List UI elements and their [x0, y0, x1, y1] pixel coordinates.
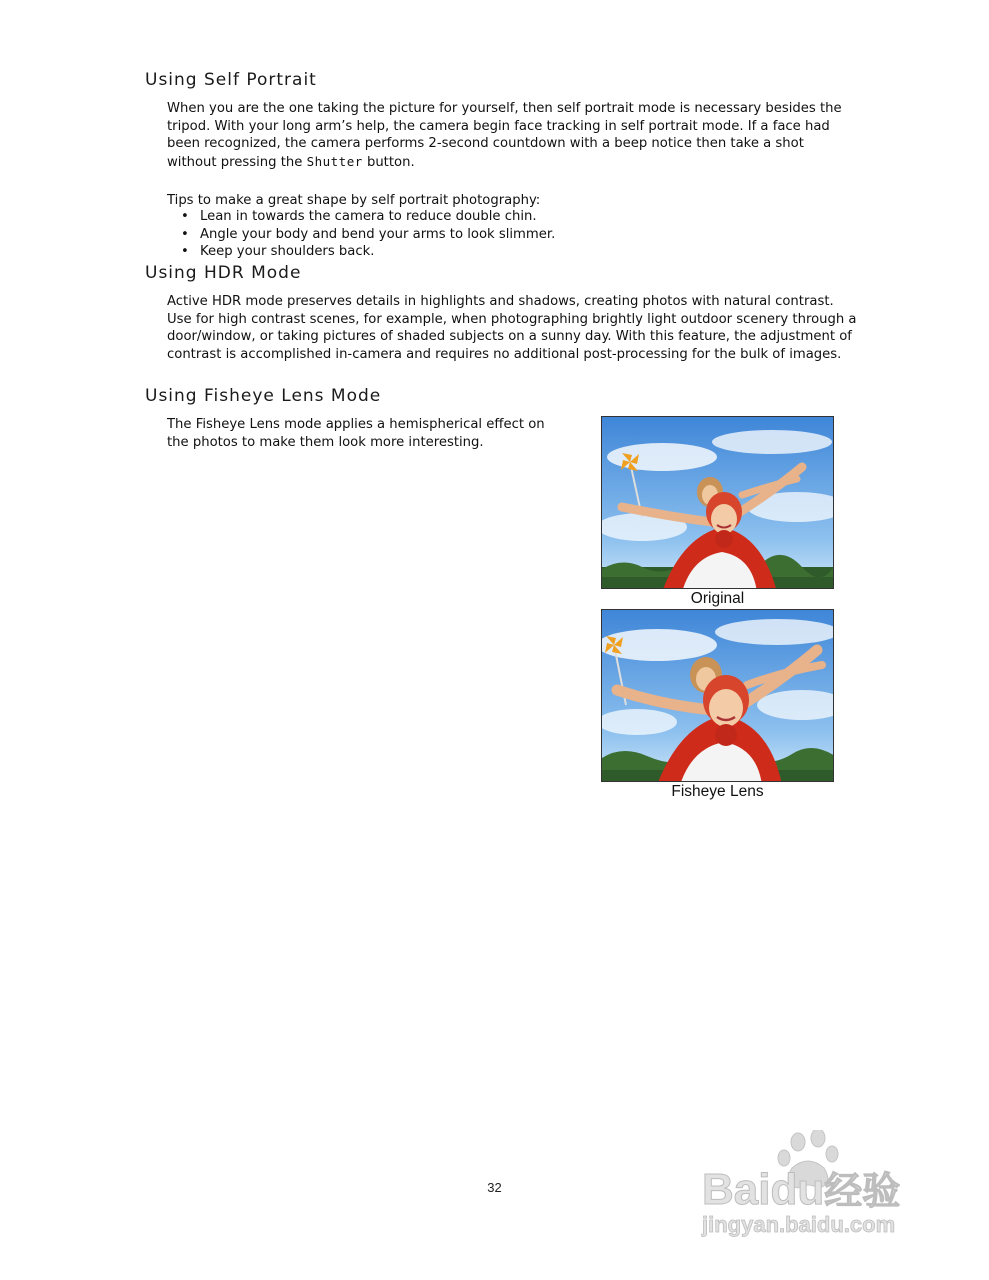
- list-item: [167, 243, 555, 261]
- baidu-watermark: [700, 1130, 940, 1250]
- self-portrait-paragraph: [167, 100, 857, 171]
- watermark-url: jingyan.baidu.com: [702, 1212, 896, 1237]
- fisheye-photo: [601, 609, 834, 782]
- tips-intro: Tips to make a great shape by self portrait photography:: [167, 193, 541, 208]
- list-item: [167, 226, 555, 244]
- shutter-button-label: Shutter: [306, 153, 363, 169]
- heading-hdr-mode: Using HDR Mode: [145, 263, 302, 283]
- heading-fisheye-mode: Using Fisheye Lens Mode: [145, 386, 382, 406]
- self-portrait-text-2: button.: [366, 154, 415, 170]
- original-photo-image: [602, 417, 834, 589]
- original-photo: [601, 416, 834, 589]
- hdr-paragraph: Active HDR mode preserves details in highlights and shadows, creating photos with natural contrast. Use for high contrast scenes, for example, when photographing brightly light outdoor scenery through a door/window, or taking pictures of shaded subjects on a sunny day. With this feature, the adjustment of contrast is accomplished in-camera and requires no additional post-processing for the bulk of images.: [167, 294, 857, 362]
- tip-text: Lean in towards the camera to reduce double chin.: [200, 209, 537, 224]
- watermark-du: du: [770, 1165, 825, 1214]
- tips-list: [167, 208, 555, 261]
- bullet-icon: •: [181, 244, 189, 259]
- caption-fisheye: Fisheye Lens: [671, 783, 764, 800]
- watermark-jingyan: 经验: [824, 1169, 901, 1213]
- list-item: [167, 208, 555, 226]
- caption-original: Original: [690, 590, 745, 607]
- heading-self-portrait: Using Self Portrait: [145, 70, 317, 90]
- tip-text: Angle your body and bend your arms to look slimmer.: [200, 226, 556, 242]
- page-number: 32: [487, 1180, 502, 1195]
- fisheye-paragraph: The Fisheye Lens mode applies a hemispherical effect on the photos to make them look more interesting.: [167, 417, 545, 450]
- tip-text: Keep your shoulders back.: [200, 244, 375, 259]
- bullet-icon: •: [181, 226, 189, 242]
- watermark-bai: Bai: [702, 1165, 771, 1214]
- watermark-logo: [702, 1160, 900, 1215]
- bullet-icon: •: [181, 209, 189, 224]
- fisheye-photo-image: [602, 610, 834, 782]
- self-portrait-text-1: When you are the one taking the picture for yourself, then self portrait mode is necessary besides the tripod. With your long arm’s help, the camera begin face tracking in self portrait mode. If a face had been recognized, the camera performs 2-second countdown with a beep notice then take a shot without pressing the: [167, 101, 842, 170]
